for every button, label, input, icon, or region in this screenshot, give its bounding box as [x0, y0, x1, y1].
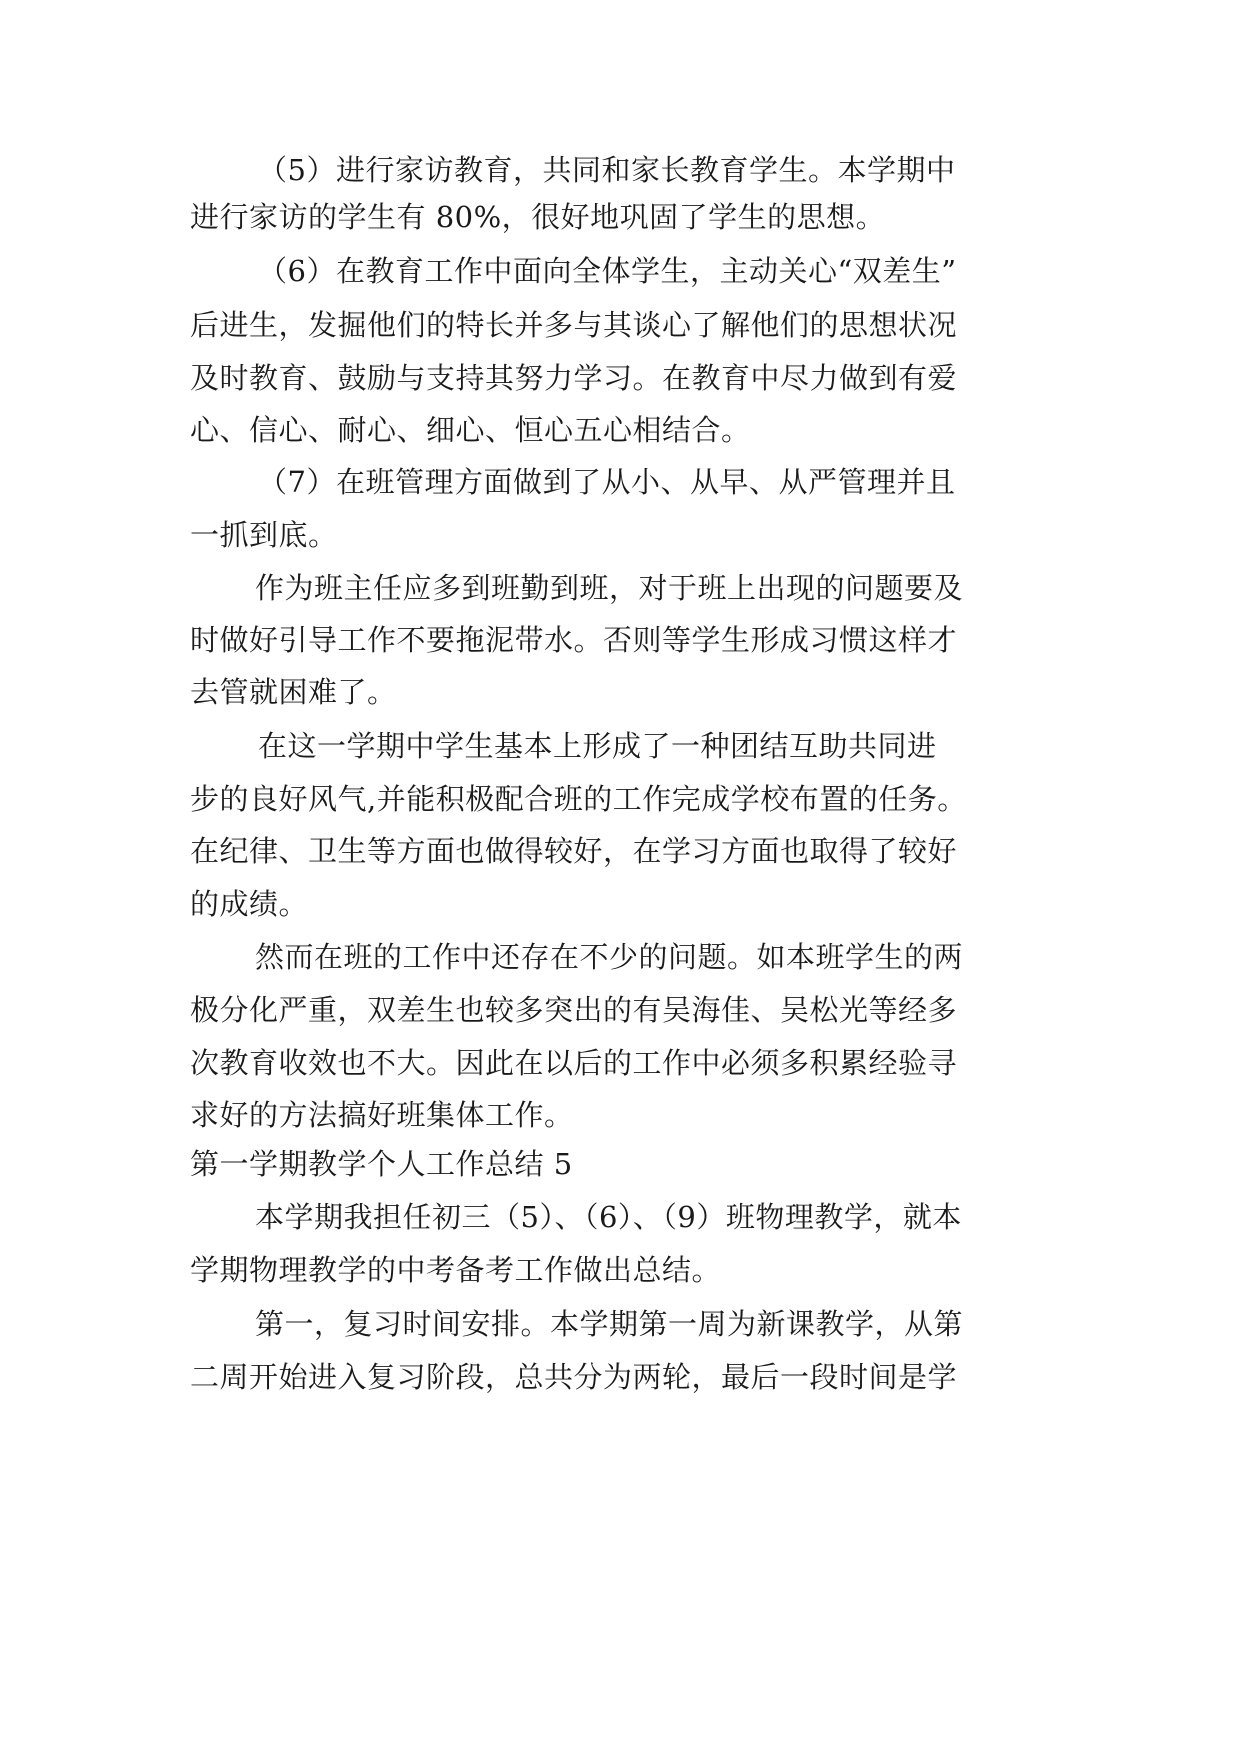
paragraph-line: 及时教育、鼓励与支持其努力学习。在教育中尽力做到有爱 [190, 361, 958, 395]
section-heading: 第一学期教学个人工作总结 5 [190, 1147, 573, 1181]
paragraph-line: 作为班主任应多到班勤到班，对于班上出现的问题要及 [255, 571, 964, 605]
paragraph-line: 然而在班的工作中还存在不少的问题。如本班学生的两 [255, 940, 964, 974]
paragraph-line: 求好的方法搞好班集体工作。 [190, 1098, 574, 1132]
paragraph-line: 步的良好风气,并能积极配合班的工作完成学校布置的任务。 [190, 782, 967, 816]
paragraph-line: 去管就困难了。 [190, 675, 397, 709]
paragraph-line: （6）在教育工作中面向全体学生，主动关心“双差生” [258, 254, 957, 288]
paragraph-line: 极分化严重，双差生也较多突出的有吴海佳、吴松光等经多 [190, 993, 958, 1027]
paragraph-line: 在纪律、卫生等方面也做得较好，在学习方面也取得了较好 [190, 834, 958, 868]
paragraph-line: 后进生，发掘他们的特长并多与其谈心了解他们的思想状况 [190, 308, 958, 342]
paragraph-line: 时做好引导工作不要拖泥带水。否则等学生形成习惯这样才 [190, 623, 958, 657]
paragraph-line: 次教育收效也不大。因此在以后的工作中必须多积累经验寻 [190, 1046, 958, 1080]
paragraph-line: 一抓到底。 [190, 518, 338, 552]
paragraph-line: 学期物理教学的中考备考工作做出总结。 [190, 1253, 722, 1287]
paragraph-line: 本学期我担任初三（5）、（6）、（9）班物理教学，就本 [255, 1200, 962, 1234]
paragraph-line: 进行家访的学生有 80%，很好地巩固了学生的思想。 [190, 200, 886, 234]
paragraph-line: 第一，复习时间安排。本学期第一周为新课教学，从第 [255, 1307, 964, 1341]
paragraph-line: （7）在班管理方面做到了从小、从早、从严管理并且 [258, 465, 956, 499]
paragraph-line: 心、信心、耐心、细心、恒心五心相结合。 [190, 413, 751, 447]
paragraph-line: 在这一学期中学生基本上形成了一种团结互助共同进 [258, 729, 937, 763]
paragraph-line: （5）进行家访教育，共同和家长教育学生。本学期中 [258, 153, 956, 187]
paragraph-line: 二周开始进入复习阶段，总共分为两轮，最后一段时间是学 [190, 1360, 958, 1394]
paragraph-line: 的成绩。 [190, 887, 309, 921]
